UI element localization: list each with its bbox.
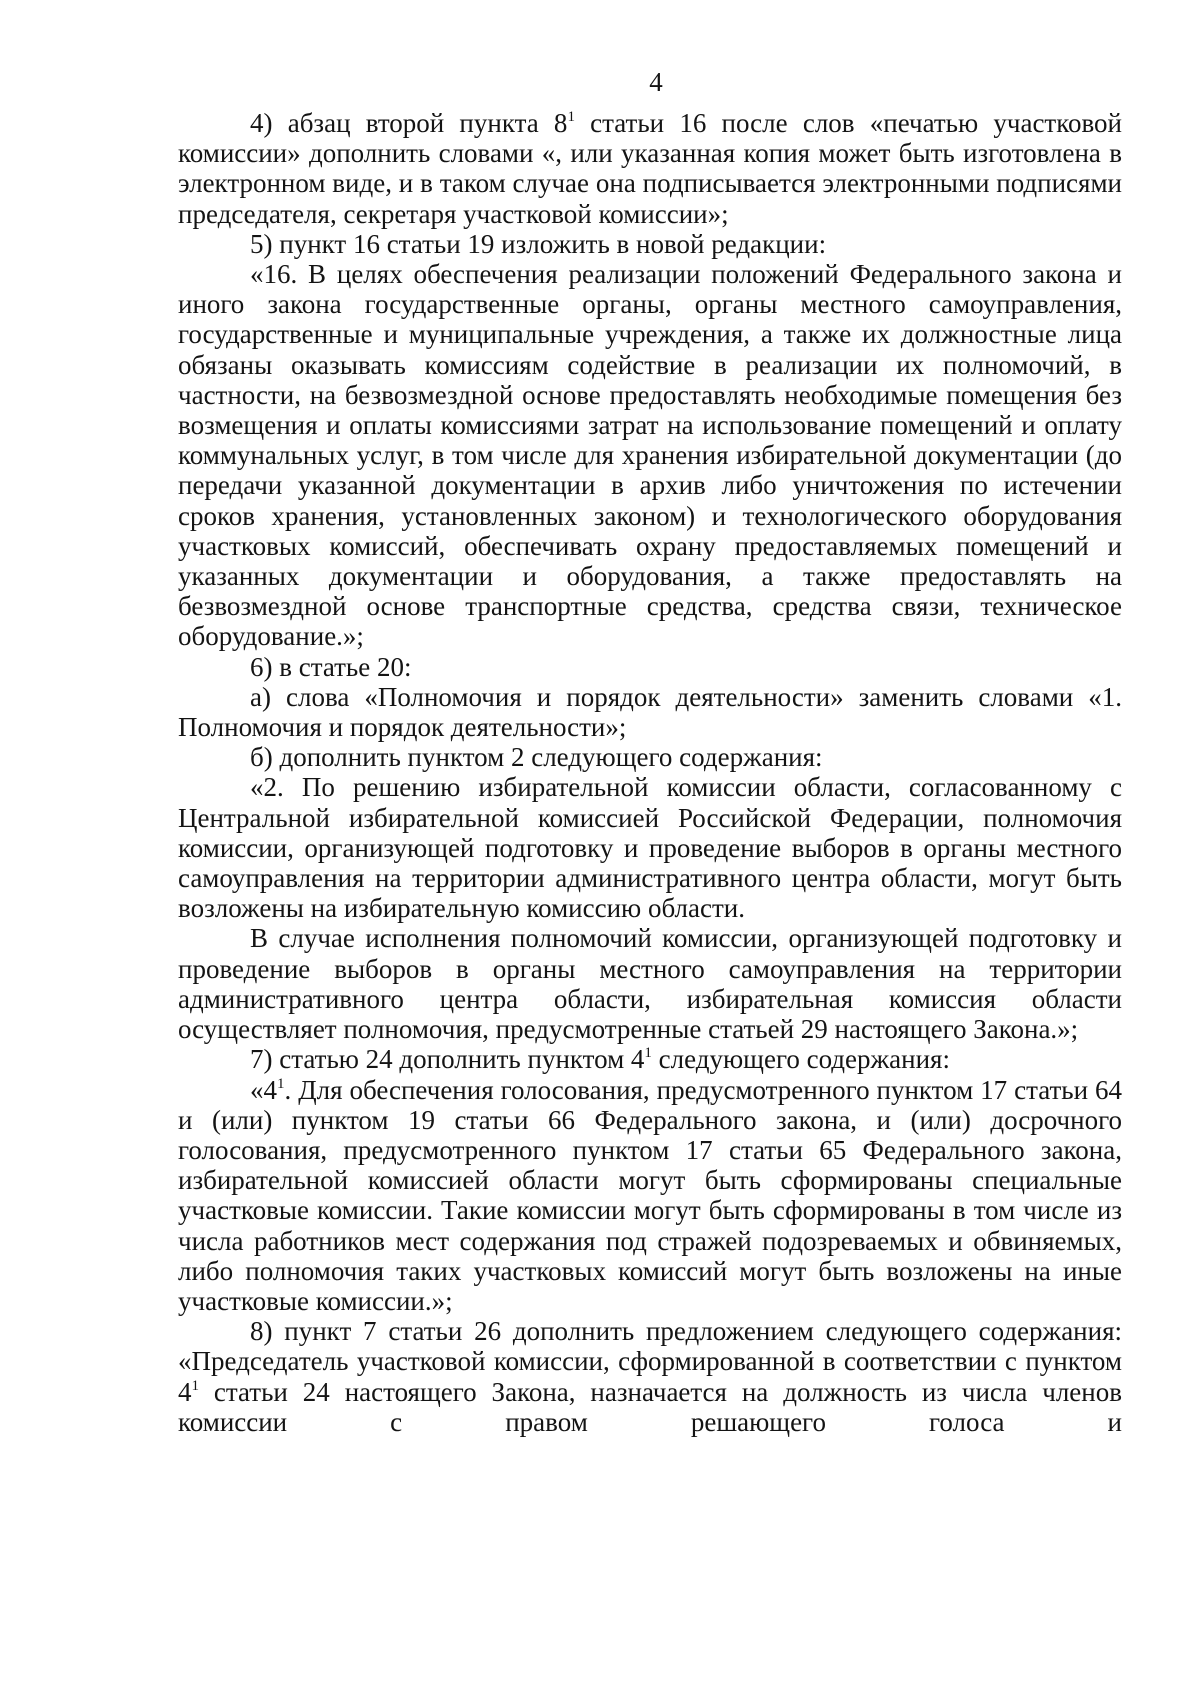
paragraph-item-8 xyxy=(178,1316,1122,1437)
paragraph-quote-2: «2. По решению избирательной комиссии области, согласованному с Центральной избирательной комиссией Российской Федерации, полномочия комиссии, организующей подготовку и проведение выборов в органы местного самоуправления на территории административного центра области, могут быть возложены на избирательную комиссию области. xyxy=(178,772,1122,924)
paragraph-subitem-a: а) слова «Полномочия и порядок деятельности» заменить словами «1. Полномочия и порядок деятельности»; xyxy=(178,681,1122,743)
paragraph-item-6: 6) в статье 20: xyxy=(250,651,412,682)
superscript: 1 xyxy=(644,1045,652,1062)
paragraph-text: 7) статью 24 дополнить пунктом 4 xyxy=(250,1044,645,1075)
page-number: 4 xyxy=(649,67,663,97)
superscript: 1 xyxy=(277,1075,285,1092)
paragraph-item-5: 5) пункт 16 статьи 19 изложить в новой редакции: xyxy=(250,228,827,259)
paragraph-text: статьи 16 после слов «печатью участковой комиссии» дополнить словами «, или указанная копия может быть изготовлена в электронном виде, и в таком случае она подписывается электронными подписями председателя, секретаря участковой комиссии»; xyxy=(178,108,1122,229)
paragraph-text: . Для обеспечения голосования, предусмотренного пунктом 17 статьи 64 и (или) пунктом 19 статьи 66 Федерального закона, и (или) досрочного голосования, предусмотренного пунктом 17 статьи 65 Федерального закона, избирательной комиссией области могут быть сформированы специальные участковые комиссии. Такие комиссии могут быть сформированы в том числе из числа работников мест содержания под стражей подозреваемых и обвиняемых, либо полномочия таких участковых комиссий могут быть возложены на иные участковые комиссии.»; xyxy=(178,1074,1122,1316)
paragraph-text: следующего содержания: xyxy=(651,1044,950,1075)
document-body xyxy=(178,108,1122,1437)
paragraph-text: 4) абзац второй пункта 8 xyxy=(250,108,568,138)
paragraph-quote-4-1 xyxy=(178,1075,1122,1317)
paragraph-quote-16: «16. В целях обеспечения реализации положений Федерального закона и иного закона государственные органы, органы местного самоуправления, государственные и муниципальные учреждения, а также их должностные лица обязаны оказывать комиссиям содействие в реализации их полномочий, в частности, на безвозмездной основе предоставлять необходимые помещения без возмещения и оплаты комиссиями затрат на использование помещений и оплату коммунальных услуг, в том числе для хранения избирательной документации (до передачи указанной документации в архив либо уничтожения по истечении сроков хранения, установленных законом) и технологического оборудования участковых комиссий, обеспечивать охрану предоставляемых помещений и указанных документации и оборудования, а также предоставлять на безвозмездной основе транспортные средства, средства связи, техническое оборудование.»; xyxy=(178,259,1122,652)
paragraph-case: В случае исполнения полномочий комиссии, организующей подготовку и проведение выборов в органы местного самоуправления на территории административного центра области, избирательная комиссия области осуществляет полномочия, предусмотренные статьей 29 настоящего Закона.»; xyxy=(178,923,1122,1045)
superscript: 1 xyxy=(567,109,575,125)
paragraph-subitem-b: б) дополнить пунктом 2 следующего содержания: xyxy=(250,742,823,773)
paragraph-item-4 xyxy=(178,108,1122,229)
paragraph-item-7 xyxy=(178,1044,1122,1074)
paragraph-text: «4 xyxy=(250,1074,277,1105)
paragraph-text: 8) пункт 7 статьи 26 дополнить предложением следующего содержания: «Председатель участковой комиссии, сформированной в соответствии с пунктом 4 xyxy=(178,1316,1122,1407)
paragraph-text: статьи 24 настоящего Закона, назначается на должность из числа членов комиссии с правом решающего голоса и xyxy=(178,1376,1122,1437)
superscript: 1 xyxy=(191,1377,199,1394)
